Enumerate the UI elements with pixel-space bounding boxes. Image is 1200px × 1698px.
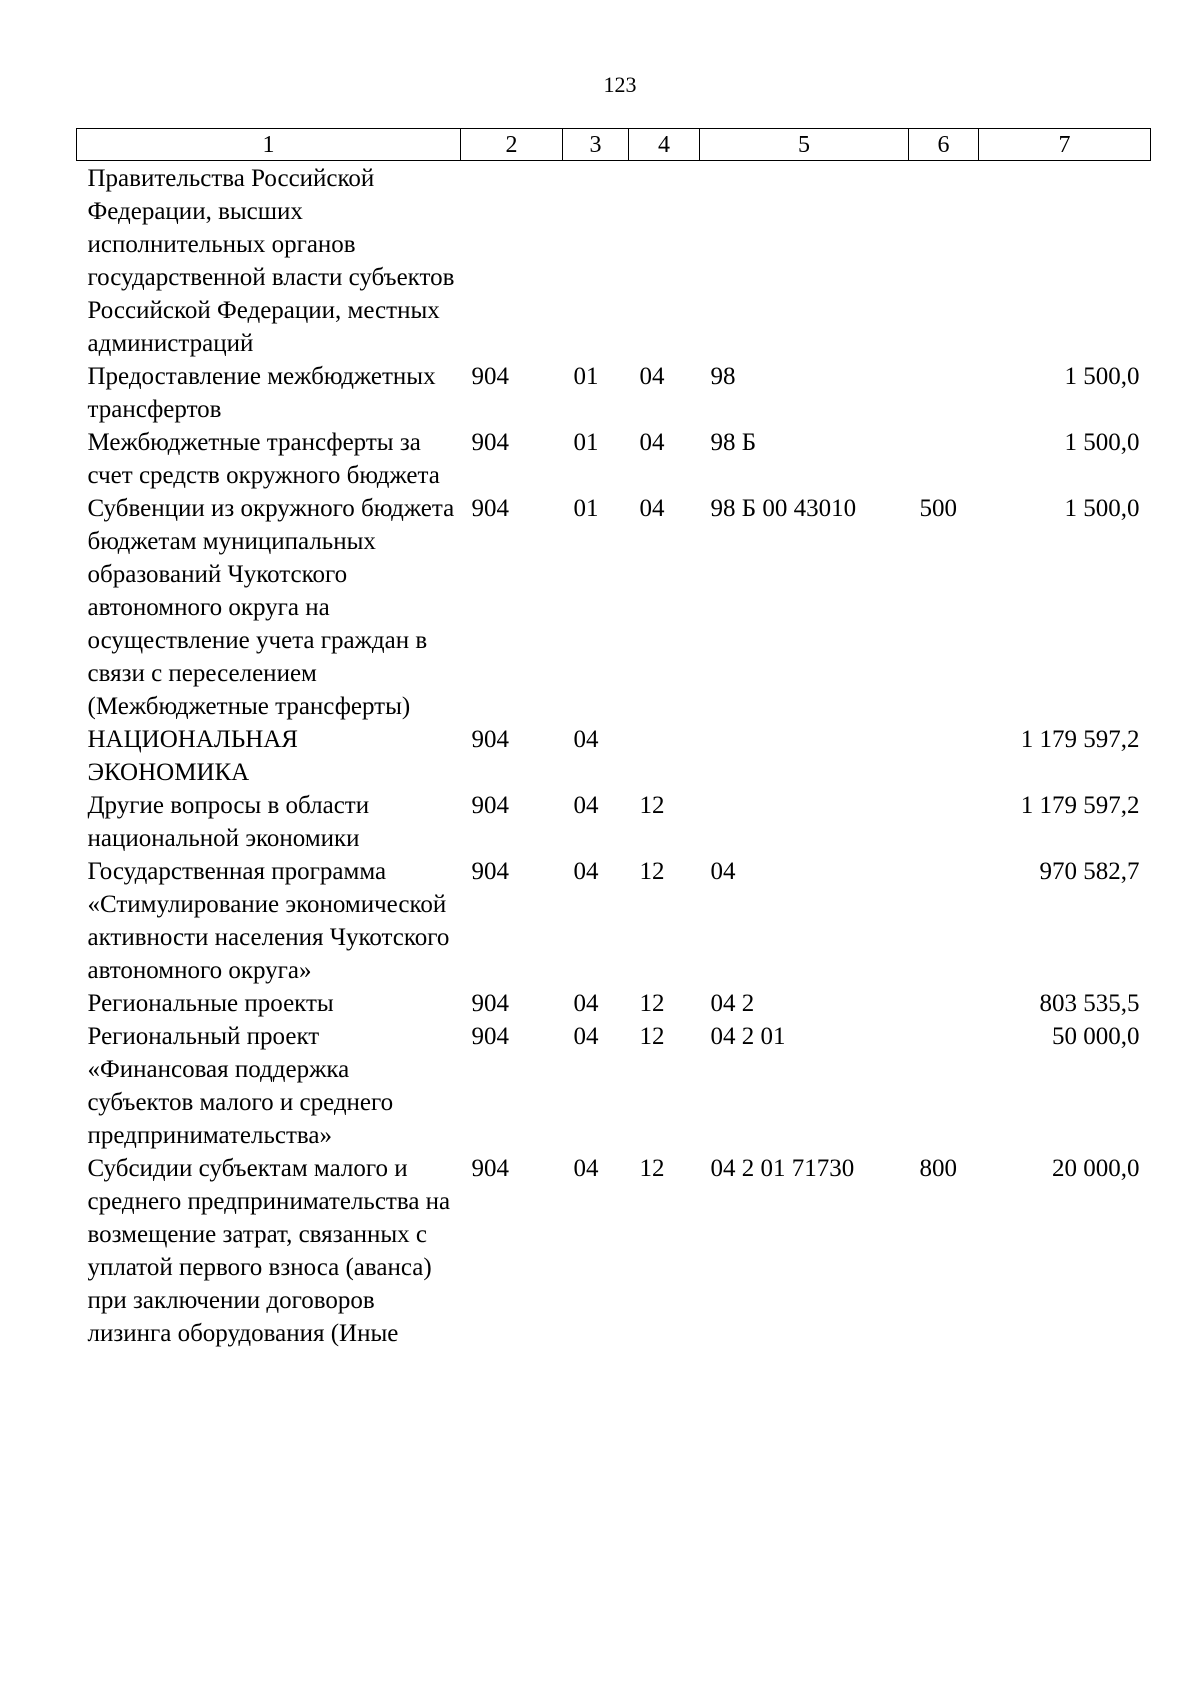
table-body: [77, 161, 1151, 1351]
target-article-cell: [700, 789, 909, 855]
column-header-4: 4: [629, 129, 700, 161]
page-number: 123: [603, 72, 637, 97]
item-name-cell: Предоставление межбюджетных трансфертов: [87, 363, 436, 423]
department-code-cell: 904: [471, 858, 509, 885]
expense-type-cell: [909, 987, 979, 1020]
expense-type-cell: 500: [919, 495, 957, 522]
budget-table: [76, 128, 1151, 1350]
subsection-code-cell: 12: [639, 792, 665, 819]
target-article-cell: 04: [710, 858, 736, 885]
amount-cell: 1 179 597,2: [1020, 792, 1140, 819]
expense-type-cell: [909, 1020, 979, 1152]
target-article-cell: 98: [710, 363, 736, 390]
amount-cell: 50 000,0: [1052, 1023, 1140, 1050]
item-name-cell: Межбюджетные трансферты за счет средств окружного бюджета: [87, 429, 440, 489]
amount-cell: 1 500,0: [1064, 429, 1140, 456]
target-article-cell: [700, 161, 909, 361]
item-name-cell: Региональный проект «Финансовая поддержка субъектов малого и среднего предпринимательства»: [87, 1023, 394, 1149]
subsection-code-cell: 12: [639, 990, 665, 1017]
expense-type-cell: [909, 426, 979, 492]
amount-cell: 1 500,0: [1064, 495, 1140, 522]
expense-type-cell: [909, 161, 979, 361]
amount-cell: 803 535,5: [1039, 990, 1140, 1017]
item-name-cell: Региональные проекты: [87, 990, 334, 1017]
department-code-cell: 904: [471, 1155, 509, 1182]
section-code-cell: 01: [573, 429, 599, 456]
column-header-3: 3: [563, 129, 629, 161]
department-code-cell: 904: [471, 495, 509, 522]
target-article-cell: 98 Б: [710, 429, 757, 456]
target-article-cell: 98 Б 00 43010: [710, 495, 857, 522]
department-code-cell: 904: [471, 990, 509, 1017]
subsection-code-cell: 04: [639, 363, 665, 390]
expense-type-cell: [909, 723, 979, 789]
column-header-2: 2: [461, 129, 563, 161]
amount-cell: 1 500,0: [1064, 363, 1140, 390]
amount-cell: [979, 161, 1151, 361]
item-name-cell: Государственная программа «Стимулирование экономической активности населения Чукотского автономного округа»: [87, 858, 450, 984]
department-code-cell: 904: [471, 429, 509, 456]
item-name-cell: Другие вопросы в области национальной экономики: [87, 792, 370, 852]
section-code-cell: 01: [573, 363, 599, 390]
subsection-code-cell: 12: [639, 858, 665, 885]
section-code-cell: 04: [573, 1155, 599, 1182]
column-header-1: 1: [77, 129, 461, 161]
target-article-cell: 04 2: [710, 990, 755, 1017]
subsection-code-cell: 12: [639, 1023, 665, 1050]
target-article-cell: [700, 723, 909, 789]
table-row: [77, 161, 1151, 361]
table-row: [77, 1020, 1151, 1152]
subsection-code-cell: [629, 161, 700, 361]
table-row: [77, 492, 1151, 723]
table-row: [77, 723, 1151, 789]
section-code-cell: 04: [573, 990, 599, 1017]
item-name-cell: Правительства Российской Федерации, высших исполнительных органов государственной власти субъектов Российской Федерации, местных администраций: [87, 165, 455, 357]
item-name-cell: Субвенции из окружного бюджета бюджетам муниципальных образований Чукотского автономного округа на осуществление учета граждан в связи с переселением (Межбюджетные трансферты): [87, 495, 455, 720]
table-row: [77, 987, 1151, 1020]
section-code-cell: [563, 161, 629, 361]
expense-type-cell: [909, 855, 979, 987]
department-code-cell: 904: [471, 792, 509, 819]
table-row: [77, 426, 1151, 492]
expense-type-cell: [909, 360, 979, 426]
department-code-cell: [461, 161, 563, 361]
column-header-6: 6: [909, 129, 979, 161]
section-code-cell: 04: [573, 858, 599, 885]
section-code-cell: 01: [573, 495, 599, 522]
section-code-cell: 04: [573, 792, 599, 819]
department-code-cell: 904: [471, 1023, 509, 1050]
department-code-cell: 904: [471, 363, 509, 390]
column-header-5: 5: [700, 129, 909, 161]
amount-cell: 1 179 597,2: [1020, 726, 1140, 753]
subsection-code-cell: [629, 723, 700, 789]
amount-cell: 20 000,0: [1052, 1155, 1140, 1182]
table-row: [77, 360, 1151, 426]
target-article-cell: 04 2 01: [710, 1023, 786, 1050]
subsection-code-cell: 04: [639, 495, 665, 522]
department-code-cell: 904: [471, 726, 509, 753]
expense-type-cell: 800: [919, 1155, 957, 1182]
section-code-cell: 04: [573, 726, 599, 753]
table-row: [77, 789, 1151, 855]
subsection-code-cell: 04: [639, 429, 665, 456]
item-name-cell: НАЦИОНАЛЬНАЯ ЭКОНОМИКА: [87, 726, 298, 786]
expense-type-cell: [909, 789, 979, 855]
subsection-code-cell: 12: [639, 1155, 665, 1182]
item-name-cell: Субсидии субъектам малого и среднего предпринимательства на возмещение затрат, связанных с уплатой первого взноса (аванса) при заключении договоров лизинга оборудования (Иные: [87, 1155, 451, 1347]
section-code-cell: 04: [573, 1023, 599, 1050]
target-article-cell: 04 2 01 71730: [710, 1155, 855, 1182]
table-header-row: [77, 129, 1151, 161]
amount-cell: 970 582,7: [1039, 858, 1140, 885]
column-header-7: 7: [979, 129, 1151, 161]
table-row: [77, 1152, 1151, 1350]
table-row: [77, 855, 1151, 987]
